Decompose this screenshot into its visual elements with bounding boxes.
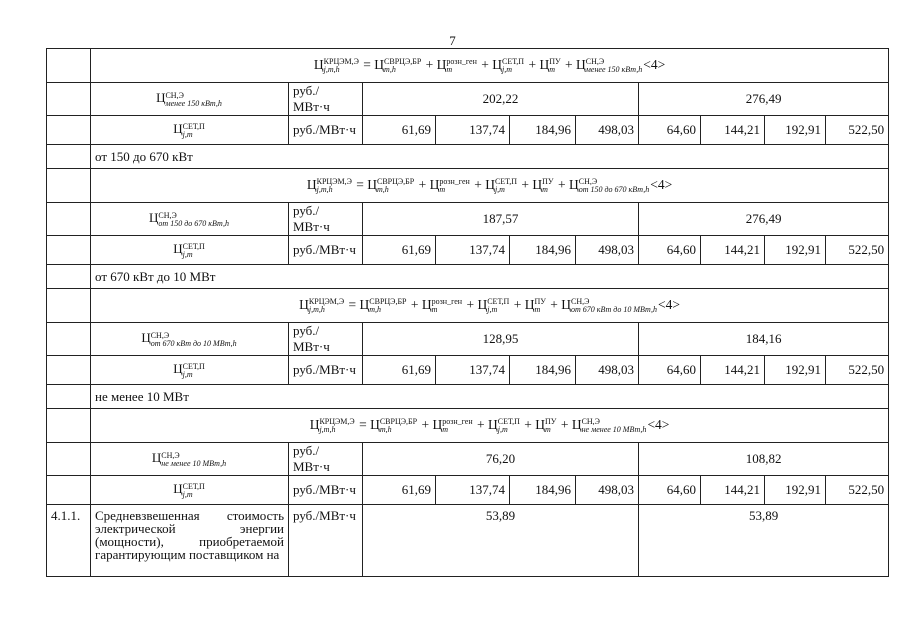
unit-cell: руб./МВт·ч: [289, 236, 363, 265]
set-value: 137,74: [436, 356, 510, 385]
formula-term-cn: Ц СН,Э менее 150 кВт,h: [576, 56, 643, 74]
set-symbol: Ц СЕТ,П j,m: [173, 241, 205, 259]
formula-cell: Ц КРЦЭМ,Э j,m,h = Ц СВРЦЭ,БР m,h + Ц розн_ген m + Ц СЕТ,П j,m + Ц ПУ m + Ц СН,Э менее 150 кВт,h <4>: [91, 49, 889, 83]
number-cell: [47, 265, 91, 289]
section-label-row: [47, 145, 889, 169]
cn-value-2: 276,49: [639, 83, 889, 116]
set-value: 498,03: [576, 236, 639, 265]
cn-symbol: Ц СН,Э не менее 10 МВт,h: [151, 450, 227, 468]
cn-symbol-cell: [91, 323, 289, 356]
cn-symbol-cell: [91, 203, 289, 236]
cn-row: [47, 83, 889, 116]
number-cell: [47, 323, 91, 356]
set-value: 192,91: [765, 116, 826, 145]
number-cell: [47, 356, 91, 385]
formula-term-pu: Ц ПУ m: [524, 296, 546, 314]
formula-term-rozn: Ц розн_ген m: [436, 56, 477, 74]
formula-term-set: Ц СЕТ,П j,m: [485, 176, 518, 194]
number-cell: [47, 236, 91, 265]
number-cell: [47, 385, 91, 409]
set-symbol-cell: [91, 236, 289, 265]
formula-cell: Ц КРЦЭМ,Э j,m,h = Ц СВРЦЭ,БР m,h + Ц розн_ген m + Ц СЕТ,П j,m + Ц ПУ m + Ц СН,Э не менее 10 МВт,h <4>: [91, 409, 889, 443]
number-cell: [47, 145, 91, 169]
set-symbol-cell: [91, 356, 289, 385]
section-label-row: [47, 265, 889, 289]
set-symbol: Ц СЕТ,П j,m: [173, 361, 205, 379]
cn-row: [47, 203, 889, 236]
set-symbol-cell: [91, 476, 289, 505]
final-value-2: 53,89: [639, 505, 889, 577]
formula-term-rozn: Ц розн_ген m: [421, 296, 463, 314]
number-cell: [47, 289, 91, 323]
set-value: 144,21: [701, 476, 765, 505]
desc-line: электрической энергии: [95, 521, 284, 536]
formula-term-set: Ц СЕТ,П j,m: [492, 56, 525, 74]
set-value: 61,69: [363, 236, 436, 265]
number-cell: [47, 443, 91, 476]
set-value: 498,03: [576, 476, 639, 505]
cn-value-1: 187,57: [363, 203, 639, 236]
set-value: 522,50: [826, 236, 889, 265]
number-cell: [47, 83, 91, 116]
row-description: [91, 505, 289, 577]
set-symbol: Ц СЕТ,П j,m: [173, 481, 205, 499]
formula-row: [47, 409, 889, 443]
set-value: 184,96: [510, 116, 576, 145]
set-value: 137,74: [436, 116, 510, 145]
set-row: [47, 236, 889, 265]
formula-term-rozn: Ц розн_ген m: [429, 176, 470, 194]
unit-cell: руб./МВт·ч: [289, 116, 363, 145]
unit-cell: руб./МВт·ч: [289, 356, 363, 385]
formula-term-pu: Ц ПУ m: [532, 176, 554, 194]
formula-lhs: Ц КРЦЭМ,Э j,m,h: [299, 296, 345, 314]
set-symbol: Ц СЕТ,П j,m: [173, 121, 205, 139]
unit-cell: руб./МВт·ч: [289, 476, 363, 505]
set-value: 61,69: [363, 356, 436, 385]
number-cell: [47, 169, 91, 203]
set-row: [47, 116, 889, 145]
set-value: 522,50: [826, 356, 889, 385]
set-value: 192,91: [765, 476, 826, 505]
desc-line: гарантирующим поставщиком на: [95, 547, 280, 562]
set-value: 192,91: [765, 356, 826, 385]
formula-term-set: Ц СЕТ,П j,m: [488, 416, 520, 434]
formula-row: [47, 49, 889, 83]
cn-symbol: Ц СН,Э от 150 до 670 кВт,h: [149, 210, 229, 228]
row-number: 4.1.1.: [47, 505, 91, 577]
set-value: 522,50: [826, 116, 889, 145]
set-value: 184,96: [510, 356, 576, 385]
number-cell: [47, 476, 91, 505]
cn-value-2: 108,82: [639, 443, 889, 476]
formula-lhs: Ц КРЦЭМ,Э j,m,h: [309, 416, 355, 434]
cn-value-2: 184,16: [639, 323, 889, 356]
set-value: 64,60: [639, 116, 701, 145]
final-row: [47, 505, 889, 577]
cn-value-1: 202,22: [363, 83, 639, 116]
set-value: 144,21: [701, 236, 765, 265]
formula-term-rozn: Ц розн_ген m: [432, 416, 473, 434]
unit-cell: руб./ МВт·ч: [289, 83, 363, 116]
cn-symbol-cell: [91, 83, 289, 116]
section-label: от 150 до 670 кВт: [91, 145, 889, 169]
unit-cell: руб./МВт·ч: [289, 505, 363, 577]
number-cell: [47, 116, 91, 145]
formula-term-set: Ц СЕТ,П j,m: [477, 296, 510, 314]
section-label: не менее 10 МВт: [91, 385, 889, 409]
set-value: 184,96: [510, 236, 576, 265]
set-value: 64,60: [639, 236, 701, 265]
formula-term-cn: Ц СН,Э не менее 10 МВт,h: [571, 416, 647, 434]
set-value: 144,21: [701, 116, 765, 145]
unit-cell: руб./ МВт·ч: [289, 203, 363, 236]
set-value: 522,50: [826, 476, 889, 505]
unit-cell: руб./ МВт·ч: [289, 323, 363, 356]
formula-term-pu: Ц ПУ m: [535, 416, 557, 434]
formula-lhs: Ц КРЦЭМ,Э j,m,h: [306, 176, 352, 194]
set-value: 192,91: [765, 236, 826, 265]
set-value: 61,69: [363, 116, 436, 145]
set-value: 137,74: [436, 476, 510, 505]
formula-term-cn: Ц СН,Э от 150 до 670 кВт,h: [568, 176, 650, 194]
set-value: 498,03: [576, 116, 639, 145]
formula-row: [47, 289, 889, 323]
set-value: 498,03: [576, 356, 639, 385]
set-value: 64,60: [639, 356, 701, 385]
formula-cell: Ц КРЦЭМ,Э j,m,h = Ц СВРЦЭ,БР m,h + Ц розн_ген m + Ц СЕТ,П j,m + Ц ПУ m + Ц СН,Э от 150 до 670 кВт,h <4>: [91, 169, 889, 203]
set-symbol-cell: [91, 116, 289, 145]
cn-row: [47, 443, 889, 476]
formula-lhs: Ц КРЦЭМ,Э j,m,h: [313, 56, 359, 74]
final-value-1: 53,89: [363, 505, 639, 577]
cn-symbol-cell: [91, 443, 289, 476]
number-cell: [47, 409, 91, 443]
formula-term-svrce: Ц СВРЦЭ,БР m,h: [374, 56, 422, 74]
cn-row: [47, 323, 889, 356]
desc-line: Средневзвешенная стоимость: [95, 508, 284, 523]
formula-term-svrce: Ц СВРЦЭ,БР m,h: [359, 296, 407, 314]
formula-term-svrce: Ц СВРЦЭ,БР m,h: [367, 176, 415, 194]
section-label-row: [47, 385, 889, 409]
set-value: 144,21: [701, 356, 765, 385]
desc-line: (мощности), приобретаемой: [95, 534, 284, 549]
formula-row: [47, 169, 889, 203]
tariff-table: [46, 48, 889, 577]
set-value: 64,60: [639, 476, 701, 505]
set-value: 137,74: [436, 236, 510, 265]
set-value: 61,69: [363, 476, 436, 505]
formula-term-cn: Ц СН,Э от 670 кВт до 10 МВт,h: [561, 296, 657, 314]
cn-value-1: 76,20: [363, 443, 639, 476]
formula-term-pu: Ц ПУ m: [539, 56, 561, 74]
number-cell: [47, 49, 91, 83]
set-row: [47, 356, 889, 385]
cn-symbol: Ц СН,Э менее 150 кВт,h: [156, 90, 222, 108]
formula-term-svrce: Ц СВРЦЭ,БР m,h: [370, 416, 418, 434]
section-label: от 670 кВт до 10 МВт: [91, 265, 889, 289]
cn-value-2: 276,49: [639, 203, 889, 236]
set-value: 184,96: [510, 476, 576, 505]
set-row: [47, 476, 889, 505]
page-number: 7: [449, 33, 456, 48]
number-cell: [47, 203, 91, 236]
unit-cell: руб./ МВт·ч: [289, 443, 363, 476]
cn-symbol: Ц СН,Э от 670 кВт до 10 МВт,h: [141, 330, 237, 348]
cn-value-1: 128,95: [363, 323, 639, 356]
formula-cell: Ц КРЦЭМ,Э j,m,h = Ц СВРЦЭ,БР m,h + Ц розн_ген m + Ц СЕТ,П j,m + Ц ПУ m + Ц СН,Э от 670 кВт до 10 МВт,h <4>: [91, 289, 889, 323]
